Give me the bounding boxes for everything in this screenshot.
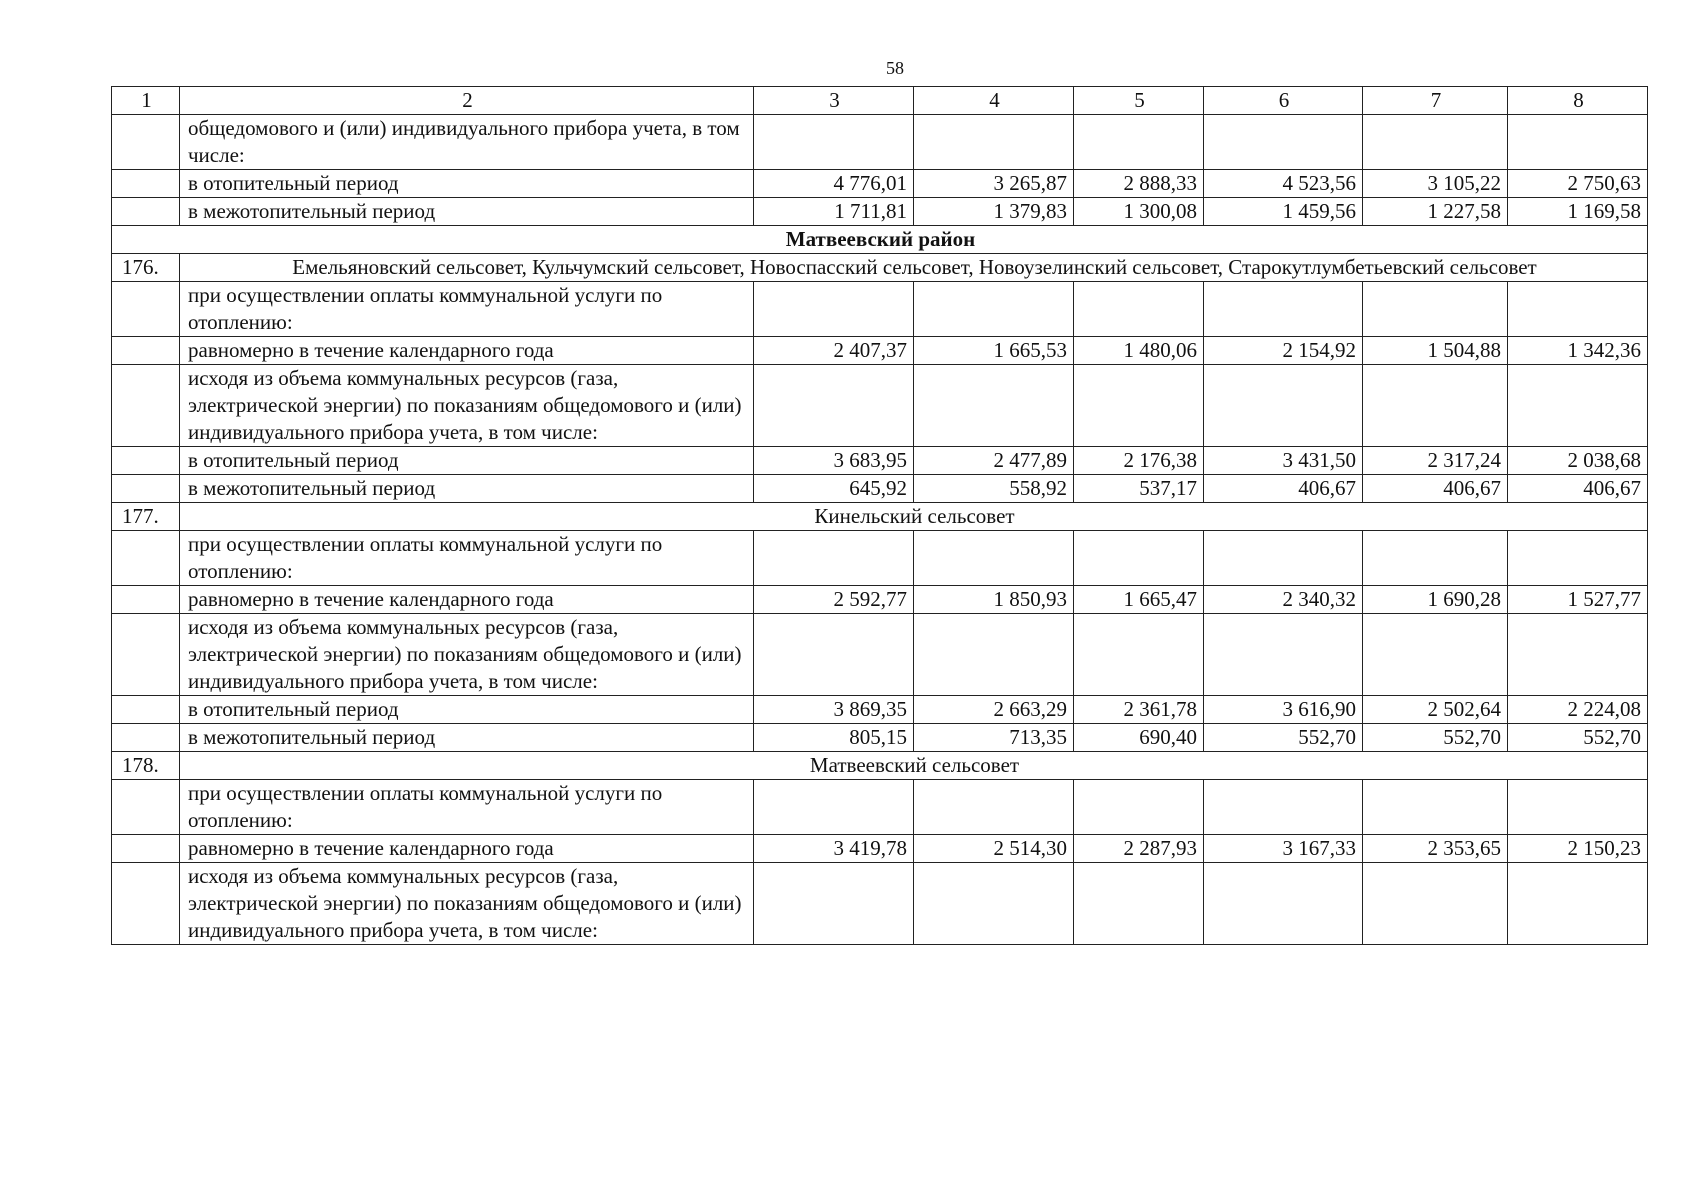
value-cell: 1 690,28 bbox=[1363, 586, 1508, 614]
value-cell: 1 527,77 bbox=[1508, 586, 1648, 614]
value-cell bbox=[1074, 614, 1204, 696]
value-cell bbox=[914, 115, 1074, 170]
section-row bbox=[112, 503, 1648, 531]
header-cell: 2 bbox=[180, 87, 754, 115]
value-cell: 645,92 bbox=[754, 475, 914, 503]
value-cell bbox=[1074, 365, 1204, 447]
value-cell: 2 663,29 bbox=[914, 696, 1074, 724]
value-cell bbox=[1363, 863, 1508, 945]
value-cell: 2 361,78 bbox=[1074, 696, 1204, 724]
row-number bbox=[112, 115, 180, 170]
value-cell bbox=[1363, 780, 1508, 835]
value-cell: 3 419,78 bbox=[754, 835, 914, 863]
value-cell: 2 592,77 bbox=[754, 586, 914, 614]
table-row bbox=[112, 170, 1648, 198]
value-cell: 2 150,23 bbox=[1508, 835, 1648, 863]
table-row bbox=[112, 835, 1648, 863]
row-number bbox=[112, 337, 180, 365]
value-cell bbox=[1074, 531, 1204, 586]
row-label: при осуществлении оплаты коммунальной услуги по отоплению: bbox=[180, 531, 754, 586]
value-cell: 406,67 bbox=[1363, 475, 1508, 503]
value-cell bbox=[1074, 863, 1204, 945]
row-label: в межотопительный период bbox=[180, 198, 754, 226]
value-cell: 1 665,47 bbox=[1074, 586, 1204, 614]
value-cell: 690,40 bbox=[1074, 724, 1204, 752]
header-cell: 5 bbox=[1074, 87, 1204, 115]
row-number bbox=[112, 365, 180, 447]
table-row bbox=[112, 780, 1648, 835]
value-cell: 4 523,56 bbox=[1204, 170, 1363, 198]
value-cell: 713,35 bbox=[914, 724, 1074, 752]
value-cell bbox=[914, 863, 1074, 945]
table-row bbox=[112, 531, 1648, 586]
page-number: 58 bbox=[886, 58, 904, 78]
table-row bbox=[112, 365, 1648, 447]
row-label: равномерно в течение календарного года bbox=[180, 835, 754, 863]
table-row bbox=[112, 447, 1648, 475]
value-cell: 2 176,38 bbox=[1074, 447, 1204, 475]
value-cell: 2 224,08 bbox=[1508, 696, 1648, 724]
row-label: исходя из объема коммунальных ресурсов (газа, электрической энергии) по показаниям общедомового и (или) индивидуального прибора учета, в том числе: bbox=[180, 614, 754, 696]
header-cell: 4 bbox=[914, 87, 1074, 115]
table-row bbox=[112, 586, 1648, 614]
value-cell: 1 665,53 bbox=[914, 337, 1074, 365]
row-label: равномерно в течение календарного года bbox=[180, 586, 754, 614]
value-cell bbox=[914, 531, 1074, 586]
value-cell: 1 169,58 bbox=[1508, 198, 1648, 226]
section-title: Матвеевский сельсовет bbox=[180, 752, 1648, 780]
value-cell: 1 504,88 bbox=[1363, 337, 1508, 365]
tariff-table bbox=[111, 86, 1648, 945]
value-cell: 406,67 bbox=[1204, 475, 1363, 503]
value-cell: 2 407,37 bbox=[754, 337, 914, 365]
value-cell bbox=[1204, 614, 1363, 696]
table-row bbox=[112, 282, 1648, 337]
header-cell: 3 bbox=[754, 87, 914, 115]
value-cell bbox=[1363, 531, 1508, 586]
section-title: Емельяновский сельсовет, Кульчумский сельсовет, Новоспасский сельсовет, Новоузелинский сельсовет, Старокутлумбетьевский сельсовет bbox=[180, 254, 1648, 282]
header-cell: 8 bbox=[1508, 87, 1648, 115]
value-cell: 1 379,83 bbox=[914, 198, 1074, 226]
value-cell bbox=[1508, 282, 1648, 337]
value-cell bbox=[754, 863, 914, 945]
value-cell bbox=[1204, 863, 1363, 945]
value-cell bbox=[1508, 863, 1648, 945]
value-cell: 2 514,30 bbox=[914, 835, 1074, 863]
value-cell: 552,70 bbox=[1363, 724, 1508, 752]
value-cell bbox=[754, 282, 914, 337]
value-cell bbox=[914, 282, 1074, 337]
value-cell bbox=[1508, 365, 1648, 447]
value-cell: 552,70 bbox=[1508, 724, 1648, 752]
row-label: в межотопительный период bbox=[180, 475, 754, 503]
section-row bbox=[112, 254, 1648, 282]
row-number: 177. bbox=[112, 503, 180, 531]
value-cell bbox=[1074, 282, 1204, 337]
table-row bbox=[112, 724, 1648, 752]
district-title: Матвеевский район bbox=[112, 226, 1648, 254]
value-cell: 3 431,50 bbox=[1204, 447, 1363, 475]
table-row bbox=[112, 696, 1648, 724]
row-label: в отопительный период bbox=[180, 447, 754, 475]
table-row bbox=[112, 614, 1648, 696]
value-cell: 1 480,06 bbox=[1074, 337, 1204, 365]
row-number bbox=[112, 696, 180, 724]
row-label: общедомового и (или) индивидуального прибора учета, в том числе: bbox=[180, 115, 754, 170]
value-cell: 2 154,92 bbox=[1204, 337, 1363, 365]
value-cell: 552,70 bbox=[1204, 724, 1363, 752]
value-cell bbox=[1508, 115, 1648, 170]
value-cell: 537,17 bbox=[1074, 475, 1204, 503]
row-label: в отопительный период bbox=[180, 696, 754, 724]
value-cell: 1 459,56 bbox=[1204, 198, 1363, 226]
row-number bbox=[112, 475, 180, 503]
row-number: 178. bbox=[112, 752, 180, 780]
value-cell bbox=[1204, 780, 1363, 835]
value-cell: 3 167,33 bbox=[1204, 835, 1363, 863]
row-label: равномерно в течение календарного года bbox=[180, 337, 754, 365]
value-cell bbox=[1204, 115, 1363, 170]
value-cell bbox=[1074, 780, 1204, 835]
district-row bbox=[112, 226, 1648, 254]
value-cell bbox=[1363, 365, 1508, 447]
row-number bbox=[112, 614, 180, 696]
value-cell: 2 750,63 bbox=[1508, 170, 1648, 198]
row-number bbox=[112, 531, 180, 586]
value-cell bbox=[754, 531, 914, 586]
value-cell: 2 888,33 bbox=[1074, 170, 1204, 198]
table-row bbox=[112, 475, 1648, 503]
value-cell bbox=[1074, 115, 1204, 170]
value-cell bbox=[914, 780, 1074, 835]
value-cell: 558,92 bbox=[914, 475, 1074, 503]
row-label: в отопительный период bbox=[180, 170, 754, 198]
value-cell bbox=[914, 614, 1074, 696]
row-number bbox=[112, 447, 180, 475]
value-cell bbox=[1204, 531, 1363, 586]
row-label: исходя из объема коммунальных ресурсов (газа, электрической энергии) по показаниям общедомового и (или) индивидуального прибора учета, в том числе: bbox=[180, 863, 754, 945]
value-cell: 2 038,68 bbox=[1508, 447, 1648, 475]
value-cell bbox=[1363, 614, 1508, 696]
row-number bbox=[112, 586, 180, 614]
value-cell bbox=[1508, 780, 1648, 835]
value-cell: 1 850,93 bbox=[914, 586, 1074, 614]
header-cell: 1 bbox=[112, 87, 180, 115]
header-cell: 7 bbox=[1363, 87, 1508, 115]
value-cell bbox=[754, 115, 914, 170]
value-cell: 2 502,64 bbox=[1363, 696, 1508, 724]
value-cell: 2 477,89 bbox=[914, 447, 1074, 475]
value-cell bbox=[914, 365, 1074, 447]
row-number bbox=[112, 198, 180, 226]
value-cell: 4 776,01 bbox=[754, 170, 914, 198]
value-cell: 805,15 bbox=[754, 724, 914, 752]
value-cell bbox=[1363, 115, 1508, 170]
row-number: 176. bbox=[112, 254, 180, 282]
table-row bbox=[112, 198, 1648, 226]
value-cell bbox=[754, 614, 914, 696]
value-cell: 1 711,81 bbox=[754, 198, 914, 226]
value-cell bbox=[1508, 531, 1648, 586]
row-number bbox=[112, 724, 180, 752]
value-cell: 3 683,95 bbox=[754, 447, 914, 475]
section-title: Кинельский сельсовет bbox=[180, 503, 1648, 531]
row-label: при осуществлении оплаты коммунальной услуги по отоплению: bbox=[180, 282, 754, 337]
header-row bbox=[112, 87, 1648, 115]
row-label: при осуществлении оплаты коммунальной услуги по отоплению: bbox=[180, 780, 754, 835]
row-number bbox=[112, 863, 180, 945]
value-cell: 1 227,58 bbox=[1363, 198, 1508, 226]
table-row bbox=[112, 337, 1648, 365]
value-cell bbox=[754, 365, 914, 447]
table-row bbox=[112, 863, 1648, 945]
value-cell: 3 265,87 bbox=[914, 170, 1074, 198]
value-cell bbox=[1204, 365, 1363, 447]
value-cell: 1 300,08 bbox=[1074, 198, 1204, 226]
row-number bbox=[112, 170, 180, 198]
value-cell: 2 340,32 bbox=[1204, 586, 1363, 614]
row-number bbox=[112, 282, 180, 337]
row-number bbox=[112, 780, 180, 835]
value-cell: 2 317,24 bbox=[1363, 447, 1508, 475]
value-cell: 1 342,36 bbox=[1508, 337, 1648, 365]
value-cell: 2 287,93 bbox=[1074, 835, 1204, 863]
header-cell: 6 bbox=[1204, 87, 1363, 115]
value-cell: 2 353,65 bbox=[1363, 835, 1508, 863]
row-number bbox=[112, 835, 180, 863]
value-cell bbox=[754, 780, 914, 835]
value-cell: 3 616,90 bbox=[1204, 696, 1363, 724]
section-row bbox=[112, 752, 1648, 780]
row-label: исходя из объема коммунальных ресурсов (газа, электрической энергии) по показаниям общедомового и (или) индивидуального прибора учета, в том числе: bbox=[180, 365, 754, 447]
value-cell bbox=[1204, 282, 1363, 337]
value-cell: 3 105,22 bbox=[1363, 170, 1508, 198]
value-cell: 406,67 bbox=[1508, 475, 1648, 503]
row-label: в межотопительный период bbox=[180, 724, 754, 752]
value-cell bbox=[1508, 614, 1648, 696]
table-body bbox=[112, 87, 1648, 945]
value-cell bbox=[1363, 282, 1508, 337]
value-cell: 3 869,35 bbox=[754, 696, 914, 724]
table-row bbox=[112, 115, 1648, 170]
